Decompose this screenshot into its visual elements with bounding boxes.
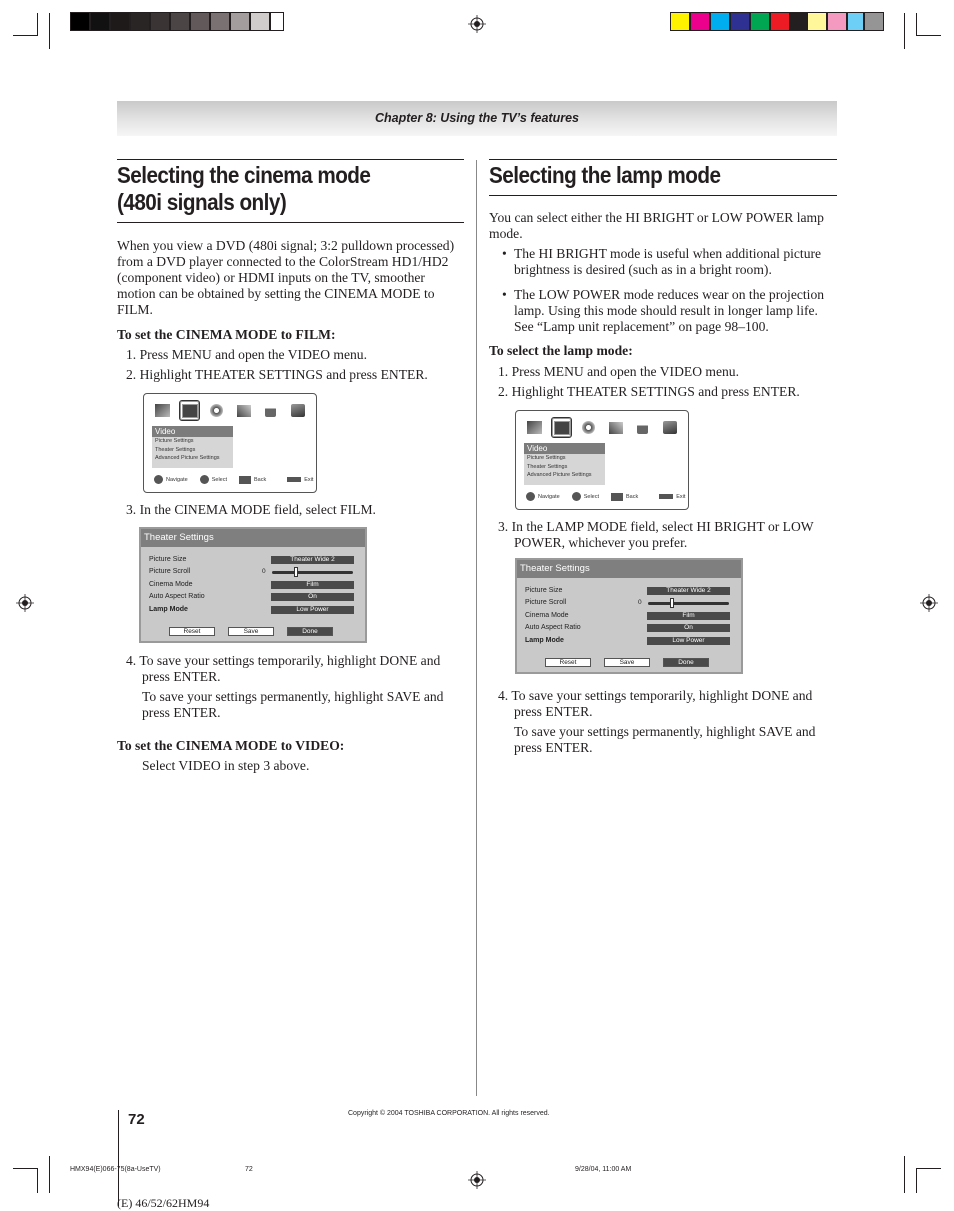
reset-button[interactable]: Reset — [545, 658, 591, 667]
bullet-low-power: The LOW POWER mode reduces wear on the projection — [514, 287, 825, 302]
menu-item-theater-settings[interactable]: Theater Settings — [155, 446, 196, 453]
tv-picture-icon — [152, 400, 173, 421]
select-icon — [572, 492, 581, 501]
registration-mark-icon — [468, 1171, 486, 1189]
reset-button[interactable]: Reset — [169, 627, 215, 636]
field-auto-aspect-ratio[interactable]: On — [647, 624, 730, 632]
copyright-text: Copyright © 2004 TOSHIBA CORPORATION. All rights reserved. — [348, 1110, 550, 1117]
step-1: 1. Press MENU and open the VIDEO menu. — [126, 347, 368, 362]
step-3: 3. In the LAMP MODE field, select HI BRIGHT or LOW — [498, 519, 814, 534]
label-cinema-mode: Cinema Mode — [525, 612, 569, 619]
menu-item-picture-settings[interactable]: Picture Settings — [155, 438, 194, 444]
save-button[interactable]: Save — [604, 658, 650, 667]
speaker-icon — [605, 417, 626, 438]
bullet-icon: • — [502, 287, 507, 302]
intro-line: (component video) or HDMI inputs on the TV, smoother — [117, 270, 425, 285]
section-title-lamp: Selecting the lamp mode — [489, 162, 721, 188]
label-picture-size: Picture Size — [525, 587, 563, 594]
field-lamp-mode[interactable]: Low Power — [271, 606, 354, 614]
menu-item-advanced-picture-settings[interactable]: Advanced Picture Settings — [527, 472, 592, 479]
step-4-save: To save your settings permanently, highlight SAVE and — [514, 724, 816, 739]
video-menu-screenshot — [143, 393, 317, 493]
step-4-cont: press ENTER. — [142, 669, 221, 684]
theater-settings-panel — [515, 558, 743, 674]
video-screen-icon — [551, 417, 572, 438]
slider-handle[interactable] — [294, 567, 298, 577]
theater-settings-panel — [139, 527, 367, 643]
menu-item-picture-settings[interactable]: Picture Settings — [527, 455, 566, 461]
print-datetime: 9/28/04, 11:00 AM — [575, 1166, 632, 1173]
navigate-icon — [154, 475, 163, 484]
scroll-value: 0 — [638, 599, 642, 606]
menu-item-theater-settings[interactable]: Theater Settings — [527, 463, 568, 470]
page-number: 72 — [128, 1111, 145, 1128]
theater-settings-title: Theater Settings — [141, 529, 365, 547]
theater-settings-title: Theater Settings — [517, 560, 741, 578]
step-4: 4. To save your settings temporarily, highlight DONE and — [126, 653, 441, 668]
section-rule-bottom — [489, 195, 837, 196]
video-instruction: Select VIDEO in step 3 above. — [142, 758, 310, 773]
file-page: 72 — [245, 1166, 253, 1173]
slider-handle[interactable] — [670, 598, 674, 608]
bullet-hi-bright-cont: brightness is desired (such as in a bright room). — [514, 262, 772, 277]
step-3: 3. In the CINEMA MODE field, select FILM. — [126, 502, 376, 517]
field-picture-size[interactable]: Theater Wide 2 — [647, 587, 730, 595]
menu-footer: Navigate Select Back Exit — [154, 475, 313, 484]
chapter-title: Chapter 8: Using the TV’s features — [375, 111, 579, 125]
section-rule-top — [117, 159, 464, 160]
audio-disc-icon — [206, 400, 227, 421]
select-icon — [200, 475, 209, 484]
step-3-cont: POWER, whichever you prefer. — [514, 535, 688, 550]
registration-mark-icon — [16, 594, 34, 612]
save-button[interactable]: Save — [228, 627, 274, 636]
done-button[interactable]: Done — [287, 627, 333, 636]
label-cinema-mode: Cinema Mode — [149, 581, 193, 588]
subhead-video: To set the CINEMA MODE to VIDEO: — [117, 738, 345, 753]
speaker-icon — [233, 400, 254, 421]
step-4-cont: press ENTER. — [514, 704, 593, 719]
subhead-lamp: To select the lamp mode: — [489, 343, 633, 358]
step-4: 4. To save your settings temporarily, highlight DONE and — [498, 688, 813, 703]
step-2: 2. Highlight THEATER SETTINGS and press ENTER. — [126, 367, 428, 382]
menu-item-advanced-picture-settings[interactable]: Advanced Picture Settings — [155, 455, 220, 462]
video-menu-list — [152, 426, 233, 468]
video-menu-screenshot — [515, 410, 689, 510]
registration-mark-icon — [468, 15, 486, 33]
video-screen-icon — [179, 400, 200, 421]
model-number: (E) 46/52/62HM94 — [117, 1196, 210, 1210]
field-cinema-mode[interactable]: Film — [647, 612, 730, 620]
registration-mark-icon — [920, 594, 938, 612]
intro-line: motion can be obtained by setting the CINEMA MODE to — [117, 286, 435, 301]
bullet-icon: • — [502, 246, 507, 261]
setup-icon — [659, 417, 680, 438]
step-4-save-cont: press ENTER. — [514, 740, 593, 755]
page-number-rule — [118, 1110, 119, 1206]
lock-icon — [260, 400, 281, 421]
menu-icon-row — [524, 417, 680, 438]
intro-line: When you view a DVD (480i signal; 3:2 pulldown processed) — [117, 238, 455, 253]
bullet-low-power-ref: See “Lamp unit replacement” on page 98–100. — [514, 319, 769, 334]
scroll-value: 0 — [262, 568, 266, 575]
label-picture-size: Picture Size — [149, 556, 187, 563]
step-4-save-cont: press ENTER. — [142, 705, 221, 720]
exit-key-icon — [287, 477, 301, 482]
field-picture-size[interactable]: Theater Wide 2 — [271, 556, 354, 564]
chapter-header — [117, 101, 837, 136]
picture-scroll-slider[interactable] — [272, 571, 353, 574]
label-picture-scroll: Picture Scroll — [149, 568, 191, 575]
subhead-film: To set the CINEMA MODE to FILM: — [117, 327, 336, 342]
section-rule-bottom — [117, 222, 464, 223]
label-lamp-mode: Lamp Mode — [525, 637, 564, 644]
video-menu-heading: Video — [524, 443, 605, 454]
section-rule-top — [489, 159, 837, 160]
label-auto-aspect-ratio: Auto Aspect Ratio — [525, 624, 581, 631]
picture-scroll-slider[interactable] — [648, 602, 729, 605]
lock-icon — [632, 417, 653, 438]
menu-icon-row — [152, 400, 308, 421]
step-4-save: To save your settings permanently, highlight SAVE and — [142, 689, 444, 704]
navigate-icon — [526, 492, 535, 501]
intro-line: FILM. — [117, 302, 153, 317]
back-key-icon — [239, 476, 251, 484]
section-title-cinema: Selecting the cinema mode (480i signals only) — [117, 162, 371, 215]
column-divider — [476, 160, 477, 1096]
lamp-intro: You can select either the HI BRIGHT or LOW POWER lamp — [489, 210, 824, 225]
video-menu-list — [524, 443, 605, 485]
field-cinema-mode[interactable]: Film — [271, 581, 354, 589]
label-lamp-mode: Lamp Mode — [149, 606, 188, 613]
exit-key-icon — [659, 494, 673, 499]
step-1: 1. Press MENU and open the VIDEO menu. — [498, 364, 740, 379]
bullet-hi-bright: The HI BRIGHT mode is useful when additional picture — [514, 246, 822, 261]
menu-footer: Navigate Select Back Exit — [526, 492, 685, 501]
lamp-intro-cont: mode. — [489, 226, 523, 241]
tv-picture-icon — [524, 417, 545, 438]
field-lamp-mode[interactable]: Low Power — [647, 637, 730, 645]
audio-disc-icon — [578, 417, 599, 438]
label-auto-aspect-ratio: Auto Aspect Ratio — [149, 593, 205, 600]
back-key-icon — [611, 493, 623, 501]
bullet-low-power-cont: lamp. Using this mode should result in longer lamp life. — [514, 303, 818, 318]
label-picture-scroll: Picture Scroll — [525, 599, 567, 606]
step-2: 2. Highlight THEATER SETTINGS and press ENTER. — [498, 384, 800, 399]
field-auto-aspect-ratio[interactable]: On — [271, 593, 354, 601]
done-button[interactable]: Done — [663, 658, 709, 667]
video-menu-heading: Video — [152, 426, 233, 437]
setup-icon — [287, 400, 308, 421]
file-id: HMX94(E)066-75(8a-UseTV) — [70, 1166, 161, 1173]
intro-line: from a DVD player connected to the ColorStream HD1/HD2 — [117, 254, 449, 269]
